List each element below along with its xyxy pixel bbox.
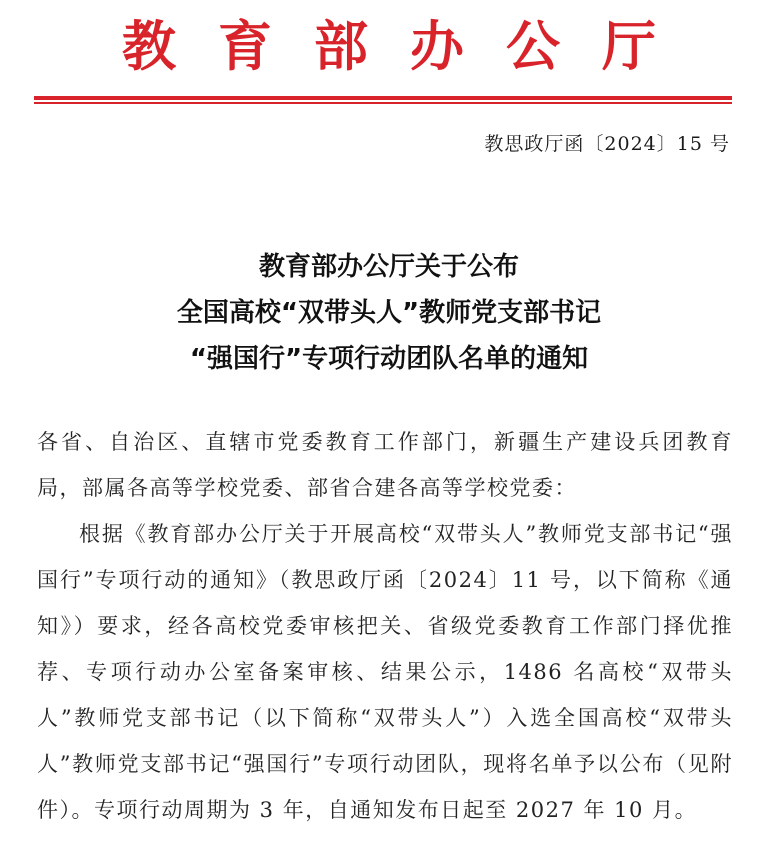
title-line-1: 教育部办公厅关于公布 [258,252,519,282]
body-paragraph-1: 根据《教育部办公厅关于开展高校“双带头人”教师党支部书记“强国行”专项行动的通知》（教思政厅函〔2024〕11 号，以下简称《通知》）要求，经各高校党委审核把关、省级党委教育工作部门择优推荐、专项行动办公室备案审核、结果公示，1486 名高校“双带头人”教师党支部书记（以下简称“双带头人”）入选全国高校“双带头人”教师党支部书记“强国行”专项行动团队，现将名单予以公布（见附件）。专项行动周期为 3 年，自通知发布日起至 2027 年 10 月。 [37,522,733,822]
title-line-3: “强国行”专项行动团队名单的通知 [189,344,589,374]
masthead-title: 教育部办公厅 [122,14,698,78]
masthead-rule-thick [34,96,732,100]
masthead-rule-thin [34,102,732,104]
document-title [0,244,778,382]
salutation: 各省、自治区、直辖市党委教育工作部门，新疆生产建设兵团教育局，部属各高等学校党委、部省合建各高等学校党委： [37,430,733,500]
title-line-2: 全国高校“双带头人”教师党支部书记 [176,298,602,328]
document-body [37,419,733,833]
document-number: 教思政厅函〔2024〕15 号 [484,133,730,155]
